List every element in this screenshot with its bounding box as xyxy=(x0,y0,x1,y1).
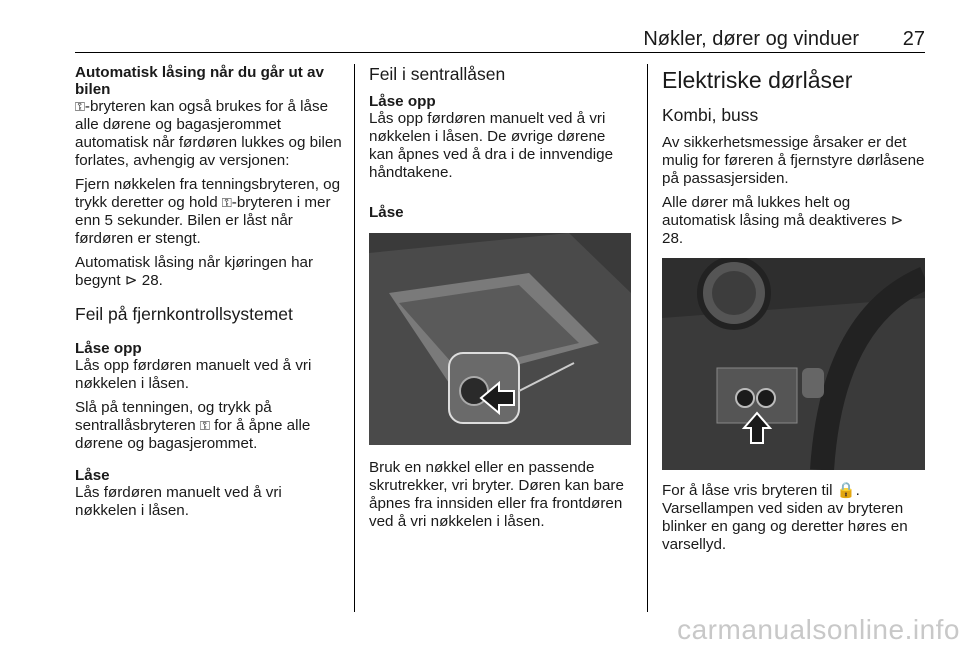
heading-auto-lock: Automatisk låsing når du går ut av bilen xyxy=(75,64,324,98)
subheading-unlock: Låse opp xyxy=(75,340,142,357)
door-lock-illustration xyxy=(369,233,631,445)
lock-button-icon: ⚿ xyxy=(199,418,210,433)
column-divider xyxy=(647,64,648,612)
header-rule xyxy=(75,52,925,53)
page-header xyxy=(75,28,925,52)
column-2 xyxy=(369,64,631,537)
paragraph: For å låse vris bryteren til 🔒. Varsellampen ved siden av bryteren blinker en gang og deretter høres en varsellyd. xyxy=(662,482,908,553)
page-number: 27 xyxy=(902,28,925,50)
section-heading-remote-fault: Feil på fjernkontrollsystemet xyxy=(75,304,293,324)
column-divider xyxy=(354,64,355,612)
column-1 xyxy=(75,64,347,526)
subheading-lock: Låse xyxy=(369,204,404,221)
lock-button-icon: ⚿ xyxy=(75,99,85,114)
column-3 xyxy=(662,64,925,560)
paragraph: Automatisk låsing når kjøringen har begynt ⊳ 28. xyxy=(75,254,314,289)
reference-arrow-icon[interactable]: ⊳ xyxy=(890,212,904,229)
paragraph: Bruk en nøkkel eller en passende skrutrekker, vri bryter. Døren kan bare åpnes fra innsiden eller fra frontdøren ved å vri nøkkelen i låsen. xyxy=(369,459,624,530)
dashboard-switch-illustration xyxy=(662,258,925,470)
subheading-lock: Låse xyxy=(75,467,110,484)
subtitle-kombi-buss: Kombi, buss xyxy=(662,105,759,125)
section-title-electric-locks: Elektriske dørlåser xyxy=(662,67,853,93)
section-heading-central-lock-fault: Feil i sentrallåsen xyxy=(369,64,506,84)
paragraph: Lås opp førdøren manuelt ved å vri nøkkelen i låsen. xyxy=(75,357,312,392)
paragraph: Av sikkerhetsmessige årsaker er det mulig for føreren å fjernstyre dørlåsene på passasjersiden. xyxy=(662,134,925,187)
paragraph: Fjern nøkkelen fra tenningsbryteren, og trykk deretter og hold ⚿-bryteren i mer enn 5 sekunder. Bilen er låst når førdøren er stengt. xyxy=(75,176,341,247)
padlock-icon: 🔒 xyxy=(836,482,856,499)
watermark: carmanualsonline.info xyxy=(677,614,960,645)
paragraph: ⚿-bryteren kan også brukes for å låse alle dørene og bagasjerommet automatisk når førdøren lukkes og bilen forlates, avhengig av versjonen: xyxy=(75,98,342,169)
subheading-unlock: Låse opp xyxy=(369,93,436,110)
paragraph: Lås førdøren manuelt ved å vri nøkkelen i låsen. xyxy=(75,484,282,519)
paragraph: Alle dører må lukkes helt og automatisk låsing må deaktiveres ⊳ 28. xyxy=(662,194,904,247)
page-title: Nøkler, dører og vinduer xyxy=(643,28,859,50)
paragraph: Lås opp førdøren manuelt ved å vri nøkkelen i låsen. De øvrige dørene kan åpnes ved å dra i de innvendige håndtakene. xyxy=(369,110,614,181)
reference-arrow-icon[interactable]: ⊳ xyxy=(124,272,138,289)
paragraph: Slå på tenningen, og trykk på sentrallåsbryteren ⚿ for å åpne alle dørene og bagasjerommet. xyxy=(75,399,311,452)
lock-button-icon: ⚿ xyxy=(221,195,232,210)
